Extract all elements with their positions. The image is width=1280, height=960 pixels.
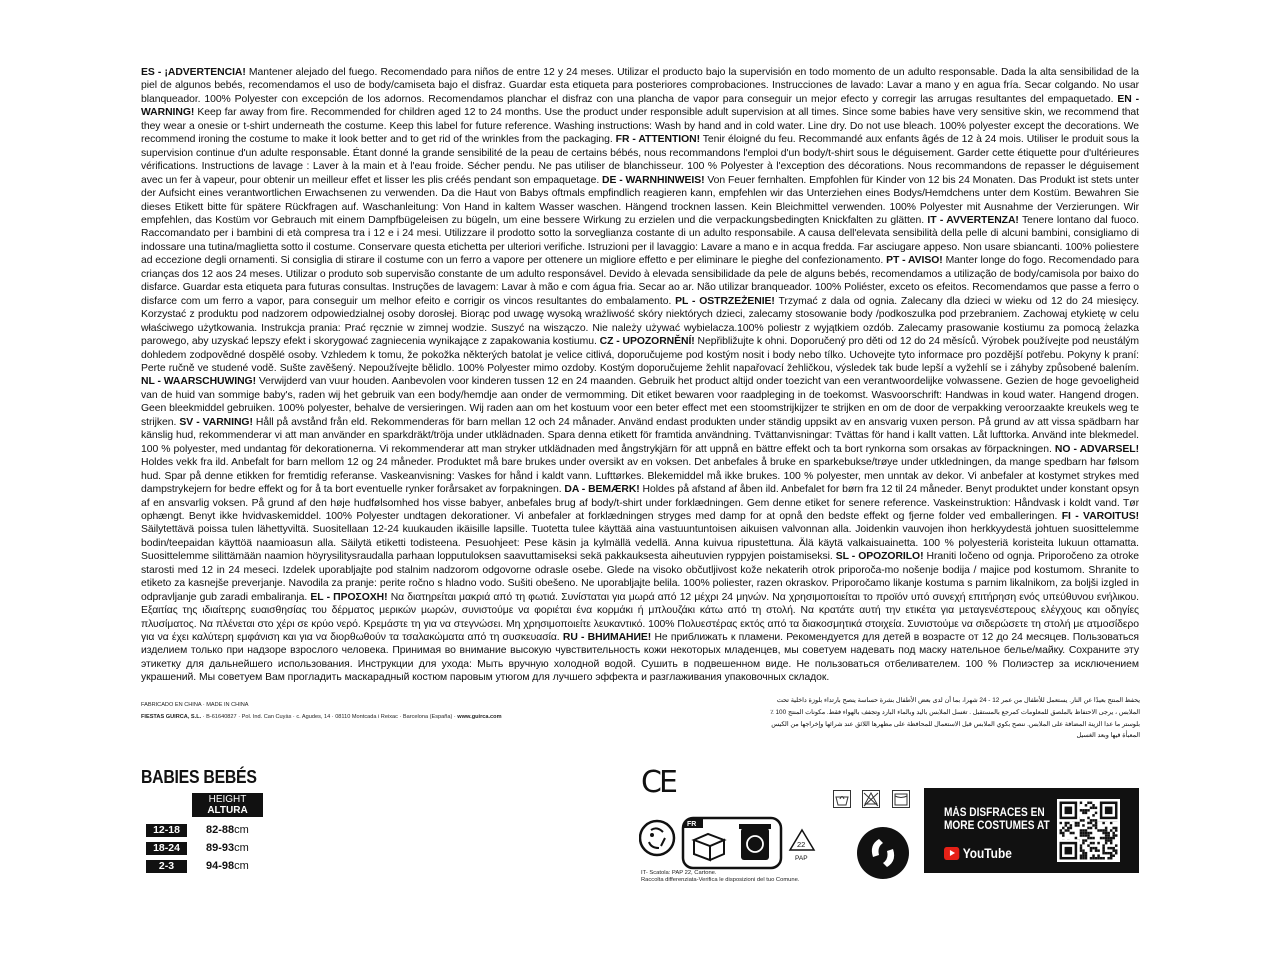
qr-code[interactable] — [1057, 799, 1120, 862]
more-costumes-promo — [924, 788, 1139, 873]
warning-language-text: Holdes på afstand af åben ild. Anbefalet for børn fra 12 til 24 måneder. Benyt produktet under konstant opsyn af en ansvarlig voksen. På grund af den høje hudfølsomhed hos visse babyer, anbefales brug af body/t-shirt under forklædningen. Gem denne etiket for senere reference. Vaskeinstruktion: Håndvask i koldt vand. Tør ophængt. Benyt ikke hvidvaskemiddel. 100% Polyester undtagen dekorationer. Vi anbefaler at forklædningen stryges med damp for at opnå den bedste effekt og fjerne folder ved emballeringen. — [141, 484, 1139, 522]
size-value — [206, 842, 249, 855]
youtube-label: YouTube — [962, 845, 1012, 861]
warning-language-code: FI - VAROITUS! — [1061, 510, 1139, 522]
warning-language-code: EL - ΠΡΟΣΟΧΗ! — [310, 591, 388, 603]
warning-language-text: Trzymać z dala od ognia. Zalecany dla dzieci w wieku od 12 do 24 miesięcy. Korzystać z produktu pod nadzorem odpowiedzialnej osoby dorosłej. Biorąc pod uwagę wysoką wrażliwość skóry niektórych dzieci, zalecamy stosowanie body /podkoszulka pod przebraniem. Zachowaj etykietę w celu właściwego użytkowania. Instrukcja prania: Prać ręcznie w zimnej wodzie. Suszyć na wiszączo. Nie należy używać wybielacza.100% poliestr z wyjątkiem ozdób. Zalecamy prasowanie kostiumu za pomocą żelazka parowego, aby uzyskać lepszy efekt i skorygować zagniecenia wynikające z zapakowania kostiumu. — [141, 295, 1139, 348]
warning-language-text: Von Feuer fernhalten. Empfohlen für Kinder von 12 bis 24 Monaten. Das Produkt ist stets unter der Aufsicht eines verantwortlichen Erwachsenen zu verwenden. Da die Haut von Babys oftmals empfindlich reagieren kann, empfehlen wir das Unterziehen eines Bodys/Hemdchens unter dem Kostüm. Bewahren Sie dieses Etikett bitte für spätere Rückfragen auf. Waschanleitung: Von Hand in kaltem Wasser waschen. Hängend trocknen lassen. Kein Bleichmittel verwenden. 100% Polyester mit Ausnahme der Verzierungen. Wir empfehlen, das Kostüm vor Gebrauch mit einem Dampfbügeleisen zu bügeln, um eine bessere Wirkung zu erzielen und die verpackungsbedingten Knickfalten zu glätten. — [141, 174, 1139, 226]
fr-tag: FR — [687, 821, 697, 828]
manufacturer-info — [141, 699, 502, 723]
ce-mark: CE — [641, 765, 675, 800]
no-bleach-icon — [863, 791, 880, 808]
line-dry-icon — [893, 791, 910, 808]
size-label: 12-18 — [146, 824, 187, 837]
pap-label: PAP — [795, 855, 808, 862]
pap-number: 22 — [797, 840, 806, 849]
warning-language-code: NL - WAARSCHUWING! — [141, 376, 256, 388]
warning-language-text: Να διατηρείται μακριά από τη φωτιά. Συνίσταται για μωρά από 12 μέχρι 24 μηνών. Να χρησιμοποιείται το προϊόν υπό συνεχή επιτήρηση ενός υπεύθυνου ενήλικου. Εξαιτίας της ιδιαίτερης ευαισθησίας του δέρματος μερικών μωρών, συνιστούμε να φοριέται ένα κορμάκι ή μπλουζάκι κάτω από τη στολή. Να κρατάτε αυτή την ετικέτα για μεταγενέστερους ελέγχους και οδηγίες πλυσίματος. Να πλένεται στο χέρι σε κρύο νερό. Κρεμάστε τη για να στεγνώσει. Μη χρησιμοποιείτε λευκαντικό. 100% Πολυεστέρας εκτός από τα διακοσμητικά στοιχεία. Συνιστούμε να σιδερώσετε τη στολή με ατμοσίδερο για να έχει καλύτερη εμφάνιση και για να διορθωθούν τα τσαλακώματα από τη συσκευασία. — [141, 591, 1139, 644]
warning-language-code: IT - AVVERTENZA! — [927, 214, 1019, 226]
warning-language-text: Tenir éloigné du feu. Recommandé aux enfants âgés de 12 à 24 mois. Utiliser le produit sous la supervision continue d'un adulte responsable. Étant donné la grande sensibilité de la peau de certains bébés, nous recommandons l'emploi d'un body/t-shirt sous le déguisement. Garder cette étiquette pour d'ultérieures vérifications. Instructions de lavage : Laver à la main et à l'eau froide. Sécher pendu. Ne pas utiliser de blanchisseur. 100 % Polyester à l'exception des décorations. Nous recommandons de repasser le déguisement avec un fer à vapeur, pour obtenir un meilleur effet et lisser les plis créés pendant son empaquetage. — [141, 134, 1140, 186]
youtube-logo — [944, 845, 1012, 861]
warning-language-text: Säilytettävä poissa tulen lähettyviltä. Suositellaan 12-24 kuukauden ikäisille lapsille. Tuotetta tulee käyttää aina vastuuntuntoisen aikuisen valvonnan alla. Joidenkin vauvojen ihon herkkyydestä johtuen suosittelemme bodin/teepaidan käyttöä naamioasun alla. Säilytä etiketti todisteena. Pesuohjeet: Pese käsin ja kylmällä vedellä. Anna kuivua ripustettuna. Älä käytä valkaisuainetta. 100 % polyesteriä koristeita lukuun ottamatta. Suosittelemme silittämään naamion höyrysilitysraudalla parhaan lopputuloksen saavuttamiseksi sekä pakkauksesta aiheutuvien ryppyjen poistamiseksi. — [141, 524, 1139, 563]
warning-language-code: EN - WARNING! — [141, 93, 1139, 119]
size-value — [206, 860, 249, 873]
warning-language-code: DA - BEMÆRK! — [564, 484, 640, 496]
hand-wash-icon — [834, 791, 851, 808]
promo-line2: MORE COSTUMES AT — [944, 819, 1050, 832]
address-text: · B-61640827 · Pol. Ind. Can Cuyàs · c. Agudes, 14 · 08110 Montcada i Reixac · Barcelona (España) · — [201, 714, 458, 720]
size-label: 2-3 — [146, 860, 187, 873]
warning-language-text: Keep far away from fire. Recommended for children aged 12 to 24 months. Use the product under responsible adult supervision at all times. Since some babies have very sensitive skin, we recommend that they wear a onesie or t-shirt underneath the costume. Keep this label for future reference. Washing instructions: Wash by hand and in cold water. Line dry. Do not use bleach. 100% polyester except the decorations. We recommend ironing the costume to make it look better and to get rid of the wrinkles from the packaging. — [141, 107, 1139, 146]
info-tri-icon — [683, 818, 781, 868]
size-unit: cm — [234, 824, 249, 836]
company-name: FIESTAS GUIRCA, S.L. — [141, 714, 202, 720]
warning-language-code: SL - OPOZORILO! — [835, 551, 924, 563]
warning-text-block — [141, 66, 1139, 685]
size-value — [206, 824, 249, 837]
arabic-warning-text: يحفظ المنتج بعيدًا عن النار. يستعمل للأطفال من عمر 12 - 24 شهرا، بما أن لدى بعض الأطفال بشرة حساسة ينصح بارتداء بلوزة داخلية تحت الملابس ، يرجى الاحتفاظ بالملصق للمعلومات كمرجع بالمستقبل . تغسل الملابس باليد وبالماء البارد وتجفف بالهواء فقط. مكونات المنتج 100 ٪ بلوستر ما عدا الزينة المضافة على الملابس. ننصح بكوي الملابس قبل الاستعمال للمحافظة على مظهرها اللائق عند شرائها وإخراجها من الكيس المعبأة فيها وبعد الغسيل — [770, 697, 1140, 740]
size-unit: cm — [234, 860, 249, 872]
it-note-line1: IT- Scatola: PAP 22, Cartone. — [641, 870, 717, 876]
height-header — [192, 793, 263, 817]
website-link[interactable]: www.guirca.com — [457, 714, 502, 720]
warning-language-text: Holdes vekk fra ild. Anbefalt for barn mellom 12 og 24 måneder. Produktet må bare brukes under oversikt av en voksen. Det anbefales å bruke en sparkebukse/trøye under utkledningen, da mange spedbarn har følsom hud. Spar på denne etikken for fremtidig referanse. Vaskeanvisning: Vaskes for hånd i kaldt vann. Lufttørkes. Blekemiddel må ikke brukes. 100 % polyester, men unntak av dekor. Vi anbefaler at kostymet strykes med dampstrykejern for bedre effekt og for å ta bort eventuelle rynker forårsaket av forpakningen. — [141, 457, 1139, 496]
size-unit: cm — [234, 842, 249, 854]
promo-line1: MÁS DISFRACES EN — [944, 807, 1045, 819]
recycling-symbols — [639, 808, 819, 875]
size-range: 89-93 — [206, 842, 235, 854]
warning-language-code: PL - OSTRZEŻENIE! — [675, 295, 775, 307]
youtube-play-icon — [944, 847, 959, 860]
warning-language-code: PT - AVISO! — [886, 255, 943, 267]
warning-language-text: Manter longe do fogo. Recomendado para crianças dos 12 aos 24 meses. Utilizar o produto sob supervisão constante de um adulto responsável. Devido à elevada sensibilidade da pele de alguns bebés, recomendamos a utilização de body/camisola por baixo do disfarce. Guardar esta etiqueta para futuras consultas. Instruções de lavagem: Lavar à mão e com água fria. Secar ao ar. Não utilizar branqueador. 100% Poliéster, exceto os efeitos. Recomendamos que passe a ferro o disfarce com um ferro a vapor, para conseguir um melhor efeito e corrigir os vincos resultantes do embalamento. — [141, 255, 1139, 307]
warning-language-text: Håll på avstånd från eld. Rekommenderas för barn mellan 12 och 24 månader. Använd endast produkten under ständig uppsikt av en ansvarig vuxen person. På grund av att vissa spädbarn har känslig hud, rekommenderar vi att man använder en sparkdräkt/tröja under utklädnaden. Spara denna etikett för framtida användning. Tvättanvisningar: Tvättas för hand i kallt vatten. Låt lufttorka. Använd inte blekmedel. 100 % polyester, med undantag för dekorationerna. Vi rekommenderar att man stryker utklädnaden med ångstrykjärn för att uppnå en bättre effekt och ta bort rynkorna som orsakas av förpackningen. — [141, 416, 1139, 455]
company-address — [141, 711, 502, 723]
pap-recycling-icon — [790, 830, 814, 862]
warning-language-code: SV - VARNING! — [179, 416, 253, 428]
warning-language-code: NO - ADVARSEL! — [1054, 443, 1139, 455]
triman-icon — [640, 821, 674, 855]
size-chart-title: BABIES BEBÉS — [141, 767, 257, 787]
warning-language-code: CZ - UPOZORNĚNÍ! — [599, 336, 695, 348]
made-in-label: FABRICADO EN CHINA · MADE IN CHINA — [141, 702, 249, 708]
italian-recycling-note — [641, 870, 799, 884]
warning-language-text: Tenere lontano dal fuoco. Raccomandato per i bambini di età compresa tra i 12 e i 24 mesi. Utilizzare il prodotto sotto la sorveglianza costante di un adulto responsabile. A causa dell'elevata sensibilità della pelle di alcuni bambini, consigliamo di indossare una tutina/maglietta sotto il costume. Conservare questa etichetta per ulteriori verifiche. Istruzioni per il lavaggio: Lavare a mano e in acqua fredda. Far asciugare appeso. Non usare sbiancanti. 100% poliestere ad eccezione degli ornamenti. Si consiglia di stirare il costume con un ferro a vapore per ottenere un migliore effetto e per eliminare le pieghe del confezionamento. — [141, 214, 1139, 267]
warning-language-code: DE - WARNHINWEIS! — [602, 174, 705, 186]
height-label: HEIGHT — [208, 794, 247, 805]
it-note-line2: Raccolta differenziata-Verifica le disposizioni del tuo Comune. — [641, 877, 800, 883]
size-range: 82-88 — [206, 824, 235, 836]
promo-text — [944, 807, 1050, 832]
warning-language-code: FR - ATTENTION! — [615, 134, 700, 146]
warning-language-text: Mantener alejado del fuego. Recomendado para niños de entre 12 y 24 meses. Utilizar el producto bajo la supervisión en todo momento de un adulto responsable. Dada la alta sensibilidad de la piel de algunos bebés, recomendamos el uso de body/camiseta bajo el disfraz. Guardar esta etiqueta para posteriores comprobaciones. Instrucciones de lavado: Lavar a mano y en agua fría. Secar colgando. No usar blanqueador. 100% Polyester con excepción de los adornos. Recomendamos planchar el disfraz con una plancha de vapor para conseguir un mejor efecto y corregir las arrugas resultantes del empaquetado. — [141, 67, 1139, 105]
warning-language-text: Verwijderd van vuur houden. Aanbevolen voor kinderen tussen 12 en 24 maanden. Gebruik het product altijd onder toezicht van een verantwoordelijke volwassene. Gezien de hoge gevoeligheid van de huid van sommige baby's, raden wij het gebruik van een body/hemdje aan onder de vermomming. Dit etiket bewaren voor raadpleging in de toekomst. Wasvoorschrift: Handwas in koud water. Hangend drogen. Geen bleekmiddel gebruiken. 100% polyester, behalve de versieringen. Wij raden aan om het kostuum voor een beter effect met een stoomstrijkijzer te strijken en om de door de verpakking veroorzaakte kreukels weg te strijken. — [141, 376, 1139, 428]
size-range: 94-98 — [206, 860, 235, 872]
warning-language-text: Не приближать к пламени. Рекомендуется для детей в возрасте от 12 до 24 месяцев. Пользоваться изделием только при надзоре взрослого человека. Принимая во внимание высокую чувствительность кожи некоторых младенцев, мы советуем надевать под маску нательное белье/майку. Сохраните эту этикетку для дальнейшего использования. Инструкции для ухода: Мыть вручную холодной водой. Сушить в подвешенном виде. Не пользоваться отбеливателем. 100 % Полиэстер за исключением украшений. Мы советуем Вам прогладить маскарадный костюм паровым утюгом для лучшего эффекта и разглаживания упаковочных складок. — [141, 632, 1139, 684]
green-dot-icon — [857, 827, 909, 879]
size-label: 18-24 — [146, 842, 187, 855]
warning-language-text: Nepřibližujte k ohni. Doporučený pro děti od 12 do 24 měsíců. Výrobek používejte pod neustálým dohledem zodpovědné dospělé osoby. Vzhledem k tomu, že pokožka některých batolat je velice citlivá, doporučujeme pod kostým nosit i body nebo tílko. Uchovejte tyto informace pro pozdější potřebu. Pokyny k praní: Perte ručně ve studené vodě. Sušte zavěšený. Nepoužívejte bělidlo. 100% Polyester mimo ozdoby. Kostým doporučujeme žehlit napařovací žehličkou, výsledek tak bude lepší a vyžehlí se i záhyby způsobené balením. — [141, 336, 1139, 374]
altura-label: ALTURA — [207, 805, 248, 816]
warning-language-text: Hraniti ločeno od ognja. Priporočeno za otroke starosti med 12 in 24 meseci. Izdelek uporabljajte pod stalnim nadzorom odgovorne odrasle osebe. Glede na visoko občutljivost kože nekaterih otrok priporoča-mo nošenje bodija / majice pod kostumom. Shranite to etiketo za kasnejše preverjanje. Navodila za pranje: perite ročno s hladno vodo. Sušiti obešeno. Ne uporabljajte belila. 100% poliester, razen okraskov. Priporočamo likanje kostuma s parnim likalnikom, za boljši izgled in odpravljanje gub zaradi embaliranja. — [141, 551, 1139, 603]
warning-language-code: RU - ВНИМАНИЕ! — [562, 632, 652, 644]
care-symbols — [833, 790, 913, 815]
warning-language-code: ES - ¡ADVERTENCIA! — [141, 67, 246, 78]
